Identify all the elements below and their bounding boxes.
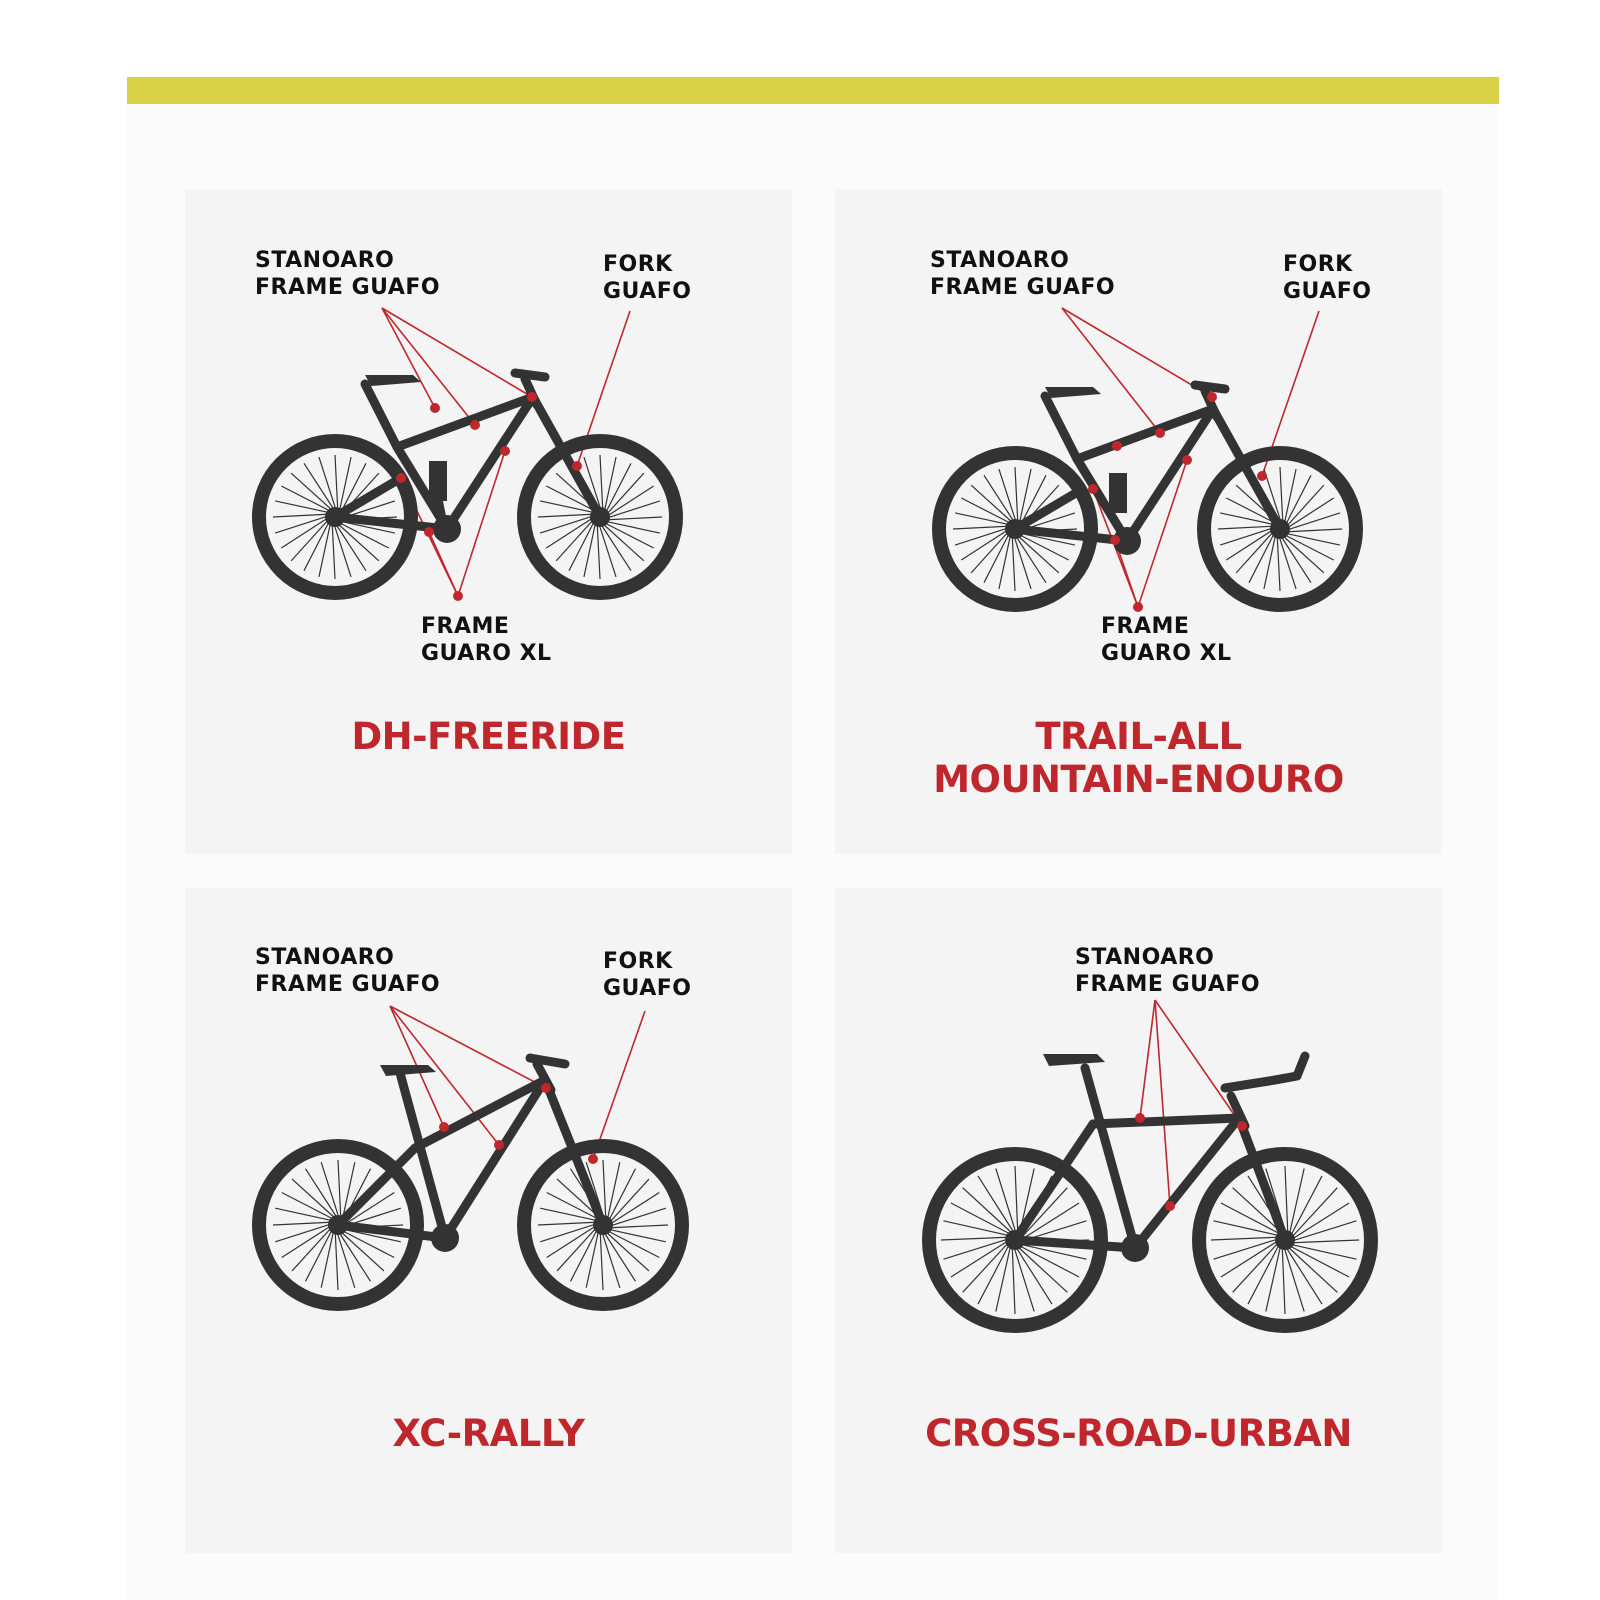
wheel-spoke [282, 1226, 330, 1257]
wheel-spoke [1016, 537, 1046, 583]
wheel-spoke [1293, 1203, 1349, 1239]
wheel-spoke [1015, 467, 1018, 521]
standard-frame-guard-label [1075, 944, 1260, 998]
wheel-spoke [1282, 1248, 1285, 1314]
wheel-spoke [339, 1233, 370, 1281]
wheel-spoke [335, 1233, 338, 1290]
panel-cross-road-urban [835, 888, 1442, 1553]
category-title [835, 715, 1442, 801]
label-line: STANOARO [930, 248, 1070, 273]
panel-dh-freeride [185, 189, 792, 854]
category-line: XC-RALLY [392, 1412, 585, 1455]
wheel-spoke [978, 1176, 1014, 1232]
wheel-spoke [611, 1225, 668, 1228]
standard-frame-guard-label [255, 944, 440, 998]
frame-guard-xl-label [1101, 613, 1232, 667]
fork-guard-label [603, 948, 692, 1002]
fork-guard-label [603, 251, 692, 305]
wheel-spoke [281, 518, 327, 548]
wheel-spoke [538, 1222, 595, 1225]
wheel-spoke [1014, 1248, 1034, 1312]
wheel-spoke [546, 518, 592, 548]
label-line: GUAFO [1283, 279, 1372, 304]
wheel-spoke [336, 525, 366, 571]
standard-frame-guard-label [255, 247, 440, 301]
label-line: FORK [1283, 252, 1353, 277]
category-line: MOUNTAIN-ENOURO [933, 758, 1344, 801]
wheel-spoke [1285, 1166, 1288, 1232]
category-line: CROSS-ROAD-URBAN [925, 1412, 1352, 1455]
wheel-spoke [600, 455, 603, 509]
label-line: GUARO XL [421, 641, 552, 666]
wheel-spoke [1286, 1248, 1322, 1304]
label-line: FORK [603, 949, 673, 974]
wheel-spoke [953, 526, 1007, 529]
wheel-spoke [1015, 1166, 1018, 1232]
label-line: STANOARO [1075, 945, 1215, 970]
top-accent-bar [127, 77, 1499, 104]
panel-xc-rally [185, 888, 792, 1553]
wheel-spoke [1281, 537, 1311, 583]
wheel-spoke [1293, 1221, 1357, 1241]
label-line: GUAFO [603, 976, 692, 1001]
wheel-spoke [603, 1160, 606, 1217]
wheel-spoke [1218, 526, 1272, 529]
wheel-spoke [941, 1237, 1007, 1240]
wheel-spoke [275, 1224, 330, 1242]
label-line: FRAME GUAFO [1075, 972, 1261, 997]
panel-trail-all-mountain-enduro [835, 189, 1442, 854]
wheel-spoke [984, 475, 1014, 521]
wheel-spoke [600, 1233, 603, 1290]
wheel-spoke [332, 525, 335, 579]
wheel-spoke [1012, 537, 1015, 591]
wheel-spoke [961, 530, 1007, 560]
category-title [185, 1412, 792, 1455]
wheel-spoke [335, 455, 338, 509]
wheel-spoke [1211, 1237, 1277, 1240]
wheel-spoke [547, 1226, 595, 1257]
wheel-spoke [1284, 1248, 1304, 1312]
wheel-spoke [538, 514, 592, 517]
wheel-spoke [273, 514, 327, 517]
label-line: FRAME GUAFO [255, 972, 441, 997]
frame-guard-xl-label [421, 613, 552, 667]
wheel-spoke [1221, 1241, 1277, 1277]
wheel-spoke [273, 1222, 330, 1225]
wheel-spoke [306, 1169, 337, 1217]
bike-silhouette [259, 373, 676, 593]
label-line: FRAME [1101, 614, 1190, 639]
category-title [185, 715, 792, 758]
category-line: TRAIL-ALL [1035, 715, 1242, 758]
wheel-spoke [951, 1241, 1007, 1277]
wheel-spoke [1280, 467, 1283, 521]
label-line: GUAFO [603, 279, 692, 304]
wheel-spoke [321, 1162, 339, 1217]
label-line: GUARO XL [1101, 641, 1232, 666]
wheel-spoke [1288, 498, 1334, 528]
bike-silhouette [929, 1054, 1371, 1326]
wheel-spoke [611, 1193, 659, 1224]
wheel-spoke [996, 1169, 1016, 1233]
wheel-spoke [1293, 1240, 1359, 1243]
wheel-spoke [608, 486, 654, 516]
wheel-spoke [1016, 1248, 1052, 1304]
standard-frame-guard-label [930, 247, 1115, 301]
category-line: DH-FREERIDE [351, 715, 626, 758]
wheel-spoke [597, 525, 600, 579]
label-line: FRAME GUAFO [930, 275, 1116, 300]
wheel-spoke [1226, 530, 1272, 560]
bike-silhouette [259, 1058, 682, 1304]
wheel-spoke [1288, 529, 1342, 532]
wheel-spoke [601, 525, 631, 571]
wheel-spoke [338, 1160, 341, 1217]
label-line: STANOARO [255, 945, 395, 970]
wheel-spoke [608, 517, 662, 520]
label-line: FRAME GUAFO [255, 275, 441, 300]
wheel-spoke [944, 1239, 1008, 1259]
wheel-spoke [1277, 537, 1280, 591]
fork-guard-label [1283, 251, 1372, 305]
wheel-spoke [604, 1233, 635, 1281]
category-title [835, 1412, 1442, 1455]
label-line: FORK [603, 252, 673, 277]
wheel-spoke [602, 1233, 620, 1288]
wheel-spoke [337, 1233, 355, 1288]
label-line: FRAME [421, 614, 510, 639]
wheel-spoke [611, 1208, 666, 1226]
wheel-spoke [304, 463, 334, 509]
wheel-spoke [1012, 1248, 1015, 1314]
label-line: STANOARO [255, 248, 395, 273]
wheel-spoke [1214, 1239, 1278, 1259]
wheel-spoke [540, 1224, 595, 1242]
